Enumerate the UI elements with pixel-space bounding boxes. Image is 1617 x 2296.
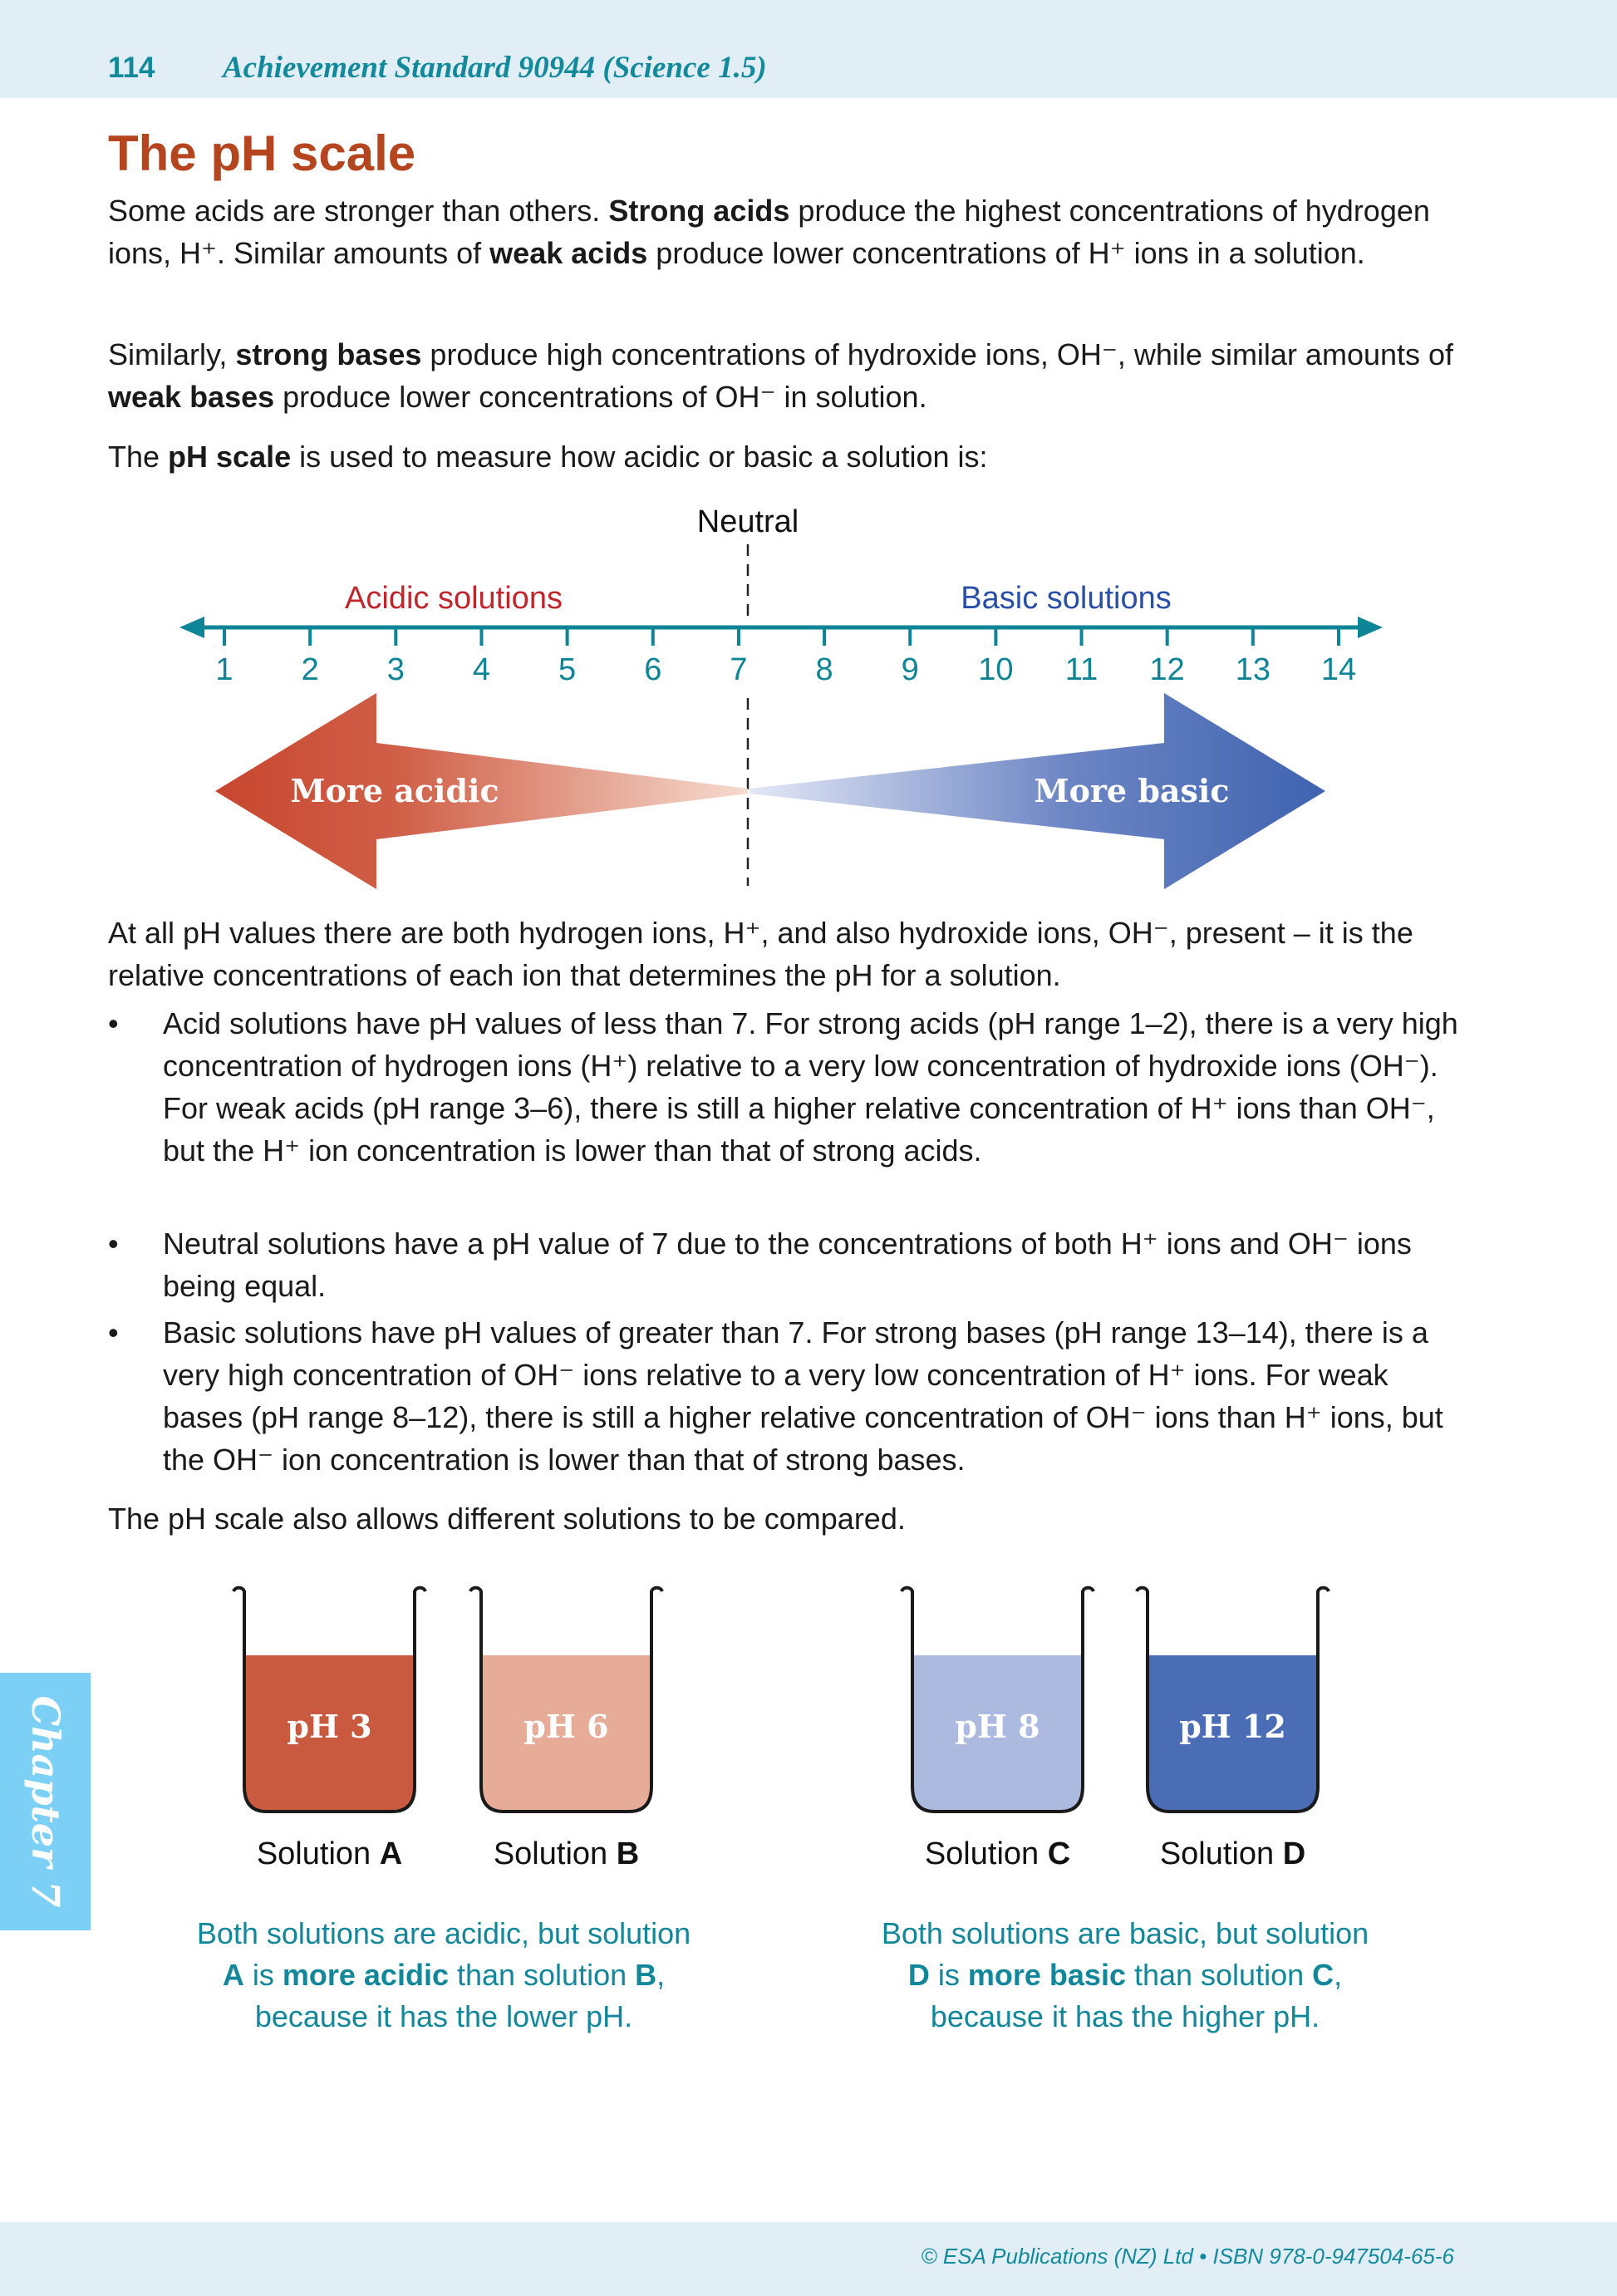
basic-solutions-label: Basic solutions: [961, 581, 1172, 616]
ph-tick-label: 3: [386, 652, 405, 687]
solution-label: [257, 1836, 402, 1871]
solution-label: [1160, 1836, 1305, 1871]
caption-basic-comparison: [809, 1913, 1441, 2038]
beaker-solution-d: [1137, 1588, 1329, 1871]
bold-term: B: [635, 1958, 657, 1992]
more-acidic-label: More acidic: [290, 772, 499, 809]
beaker-ph-label: pH 6: [523, 1708, 609, 1745]
bullet-dot: •: [108, 1227, 119, 1261]
text-run: produce lower concentrations of OH⁻ in solution.: [274, 380, 927, 414]
ph-tick-label: 13: [1235, 652, 1270, 687]
ph-tick-label: 4: [472, 652, 491, 687]
chapter-tab: [0, 1673, 91, 1930]
caption-acidic-comparison: [128, 1913, 759, 2038]
text-run: produce the highest concentrations of hydrogen ions, H⁺. Similar amounts of: [108, 194, 1430, 270]
bold-term: pH scale: [168, 440, 292, 474]
text-run: because it has the lower pH.: [254, 1999, 633, 2033]
caption-line: [128, 1996, 759, 2038]
paragraph-relative-concentrations: At all pH values there are both hydrogen ions, H⁺, and also hydroxide ions, OH⁻, present – it is the relative concentrations of each ion that determines the pH for a solution.: [108, 916, 1413, 992]
solution-letter: A: [379, 1836, 403, 1871]
bold-term: more acidic: [282, 1958, 449, 1992]
more-basic-label: More basic: [1034, 772, 1230, 809]
caption-line: [128, 1913, 759, 1954]
ph-tick-label: 5: [558, 652, 577, 687]
solution-letter: D: [1282, 1836, 1306, 1871]
bold-term: A: [222, 1958, 244, 1992]
solution-letter: B: [616, 1836, 640, 1871]
solution-word: Solution: [493, 1836, 617, 1871]
solution-letter: C: [1047, 1836, 1071, 1871]
page-number: 114: [108, 52, 155, 84]
text-run: is: [929, 1958, 968, 1992]
bold-term: weak acids: [489, 236, 648, 270]
text-run: than solution: [448, 1958, 636, 1992]
ph-tick-label: 11: [1064, 652, 1098, 687]
beaker-ph-label: pH 12: [1179, 1708, 1286, 1745]
ph-tick-label: 10: [978, 652, 1014, 687]
page-title: The pH scale: [108, 125, 416, 181]
ph-tick-label: 14: [1320, 652, 1357, 687]
bullet-text: Acid solutions have pH values of less than 7. For strong acids (pH range 1–2), there is a very high concentration of hydrogen ions (H⁺) relative to a very low concentration of hydroxide ions (OH⁻). For weak acids (pH range 3–6), there is still a higher relative concentration of H⁺ ions than OH⁻, but the H⁺ ion concentration is lower than that of strong acids.: [163, 1006, 1458, 1168]
bold-term: weak bases: [108, 380, 275, 414]
caption-line: [128, 1954, 759, 1996]
text-run: produce high concentrations of hydroxide ions, OH⁻, while similar amounts of: [421, 337, 1454, 371]
text-run: The: [108, 440, 169, 474]
acidic-solutions-label: Acidic solutions: [345, 581, 563, 616]
neutral-label: Neutral: [696, 504, 799, 539]
caption-line: [809, 1996, 1441, 2038]
beaker-ph-label: pH 8: [955, 1708, 1040, 1745]
ph-tick-label: 12: [1149, 652, 1185, 687]
bullet-dot: •: [108, 1315, 119, 1350]
ph-tick-label: 6: [644, 652, 662, 687]
axis-left-arrowhead: [179, 617, 204, 638]
beaker-solution-c: [902, 1588, 1094, 1871]
text-run: ,: [656, 1958, 666, 1992]
paragraph-compare-solutions: The pH scale also allows different solutions to be compared.: [108, 1502, 906, 1536]
bullet-text: Neutral solutions have a pH value of 7 due to the concentrations of both H⁺ ions and OH⁻ ions being equal.: [163, 1227, 1412, 1303]
solution-label: [925, 1836, 1070, 1871]
ph-tick-label: 8: [815, 652, 833, 687]
bold-term: more basic: [967, 1958, 1126, 1992]
text-run: Similarly,: [108, 337, 236, 371]
text-run: Some acids are stronger than others.: [108, 194, 609, 228]
bullet-dot: •: [108, 1006, 119, 1040]
solution-word: Solution: [256, 1836, 380, 1871]
ph-tick-label: 9: [901, 652, 919, 687]
footer-copyright: © ESA Publications (NZ) Ltd • ISBN 978-0-947504-65-6: [921, 2244, 1454, 2269]
solution-label: [494, 1836, 639, 1871]
text-run: Both solutions are acidic, but solution: [196, 1916, 691, 1950]
text-run: because it has the higher pH.: [930, 1999, 1320, 2033]
bold-term: Strong acids: [608, 194, 790, 228]
bold-term: D: [907, 1958, 930, 1992]
text-run: is: [243, 1958, 283, 1992]
chapter-tab-label: Chapter 7: [22, 1695, 68, 1908]
text-run: than solution: [1125, 1958, 1313, 1992]
ph-tick-label: 2: [301, 652, 319, 687]
beaker-ph-label: pH 3: [287, 1708, 372, 1745]
text-run: produce lower concentrations of H⁺ ions in a solution.: [647, 236, 1365, 270]
bold-term: strong bases: [235, 337, 422, 371]
text-run: Both solutions are basic, but solution: [881, 1916, 1369, 1950]
solution-word: Solution: [924, 1836, 1048, 1871]
ph-tick-label: 1: [215, 652, 233, 687]
running-header-title: Achievement Standard 90944 (Science 1.5): [223, 51, 767, 85]
beaker-solution-b: [470, 1588, 662, 1871]
solution-word: Solution: [1159, 1836, 1283, 1871]
axis-right-arrowhead: [1358, 617, 1383, 638]
bold-term: C: [1312, 1958, 1334, 1992]
ph-tick-label: 7: [730, 652, 748, 687]
caption-line: [809, 1954, 1441, 1996]
bullet-text: Basic solutions have pH values of greater than 7. For strong bases (pH range 13–14), there is a very high concentration of OH⁻ ions relative to a very low concentration of H⁺ ions. For weak bases (pH range 8–12), there is still a higher relative concentration of OH⁻ ions than H⁺ ions, but the OH⁻ ion concentration is lower than that of strong bases.: [163, 1315, 1443, 1477]
beaker-solution-a: [233, 1588, 425, 1871]
text-run: ,: [1334, 1958, 1343, 1992]
caption-line: [809, 1913, 1441, 1954]
text-run: is used to measure how acidic or basic a solution is:: [291, 440, 988, 474]
